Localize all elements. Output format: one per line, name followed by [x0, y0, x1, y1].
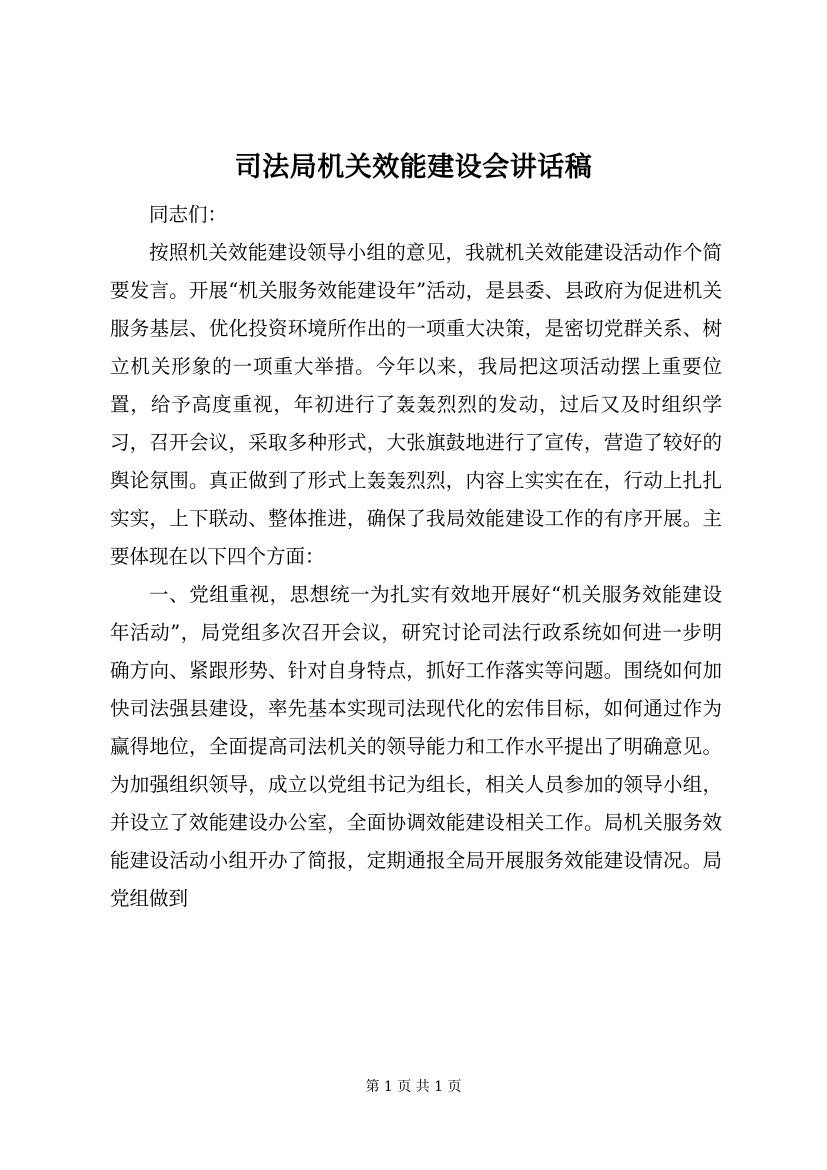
document-body: [110, 196, 722, 918]
body-paragraph-intro: 按照机关效能建设领导小组的意见，我就机关效能建设活动作个简要发言。开展“机关服务效能建设年”活动，是县委、县政府为促进机关服务基层、优化投资环境所作出的一项重大决策，是密切党群关系、树立机关形象的一项重大举措。今年以来，我局把这项活动摆上重要位置，给予高度重视，年初进行了轰轰烈烈的发动，过后又及时组织学习，召开会议，采取多种形式，大张旗鼓地进行了宣传，营造了较好的舆论氛围。真正做到了形式上轰轰烈烈，内容上实实在在，行动上扎扎实实，上下联动、整体推进，确保了我局效能建设工作的有序开展。主要体现在以下四个方面：: [110, 241, 722, 568]
page-footer: 第 1 页 共 1 页: [365, 1079, 462, 1095]
salutation: 同志们：: [149, 203, 228, 226]
body-paragraph-section-one: 一、党组重视，思想统一为扎实有效地开展好“机关服务效能建设年活动”，局党组多次召开会议，研究讨论司法行政系统如何进一步明确方向、紧跟形势、针对自身特点，抓好工作落实等问题。围绕如何加快司法强县建设，率先基本实现司法现代化的宏伟目标，如何通过作为赢得地位，全面提高司法机关的领导能力和工作水平提出了明确意见。为加强组织领导，成立以党组书记为组长，相关人员参加的领导小组，并设立了效能建设办公室，全面协调效能建设相关工作。局机关服务效能建设活动小组开办了简报，定期通报全局开展服务效能建设情况。局党组做到: [110, 583, 722, 910]
document-title: 司法局机关效能建设会讲话稿: [234, 152, 593, 183]
